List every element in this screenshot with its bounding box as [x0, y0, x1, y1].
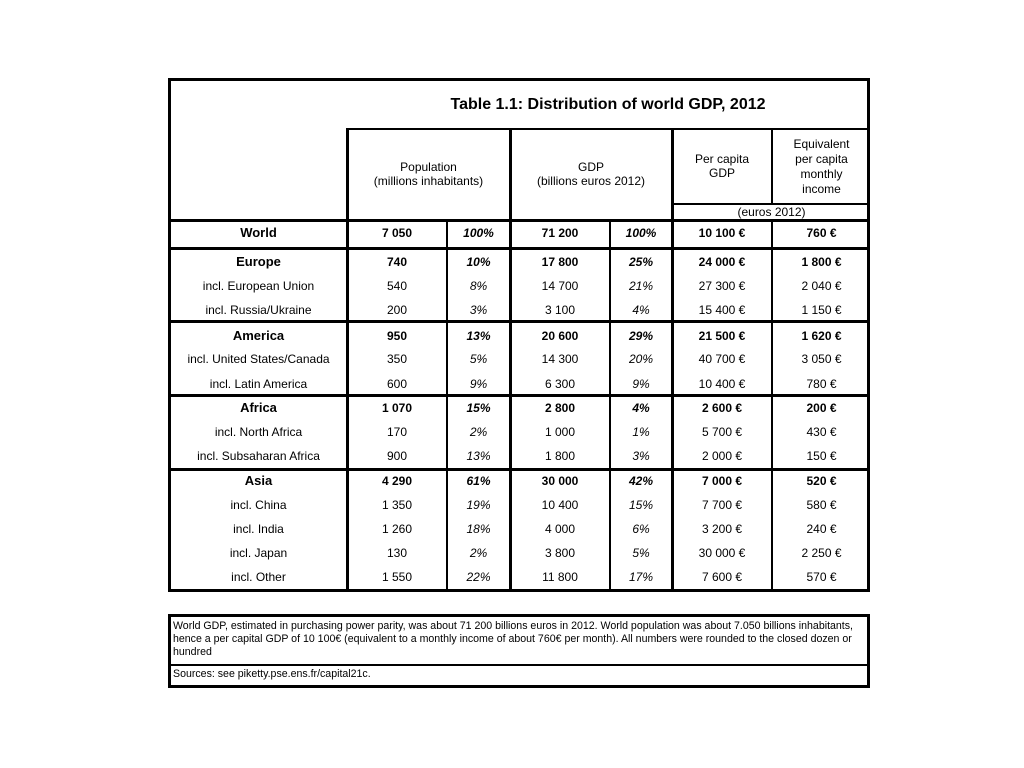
cell-per-capita: 15 400 €: [698, 303, 746, 317]
header-gdp-label: GDP: [577, 160, 604, 174]
cell-monthly: 780 €: [806, 377, 837, 391]
header-gdp-unit: (billions euros 2012): [536, 174, 646, 188]
cell-pop: 200: [386, 303, 408, 317]
cell-label: Europe: [236, 254, 281, 269]
cell-gdp-pct: 6%: [632, 522, 650, 536]
table-note: [168, 614, 870, 688]
cell-gdp-pct: 4%: [632, 303, 650, 317]
cell-pop-pct: 2%: [469, 546, 488, 560]
cell-gdp: 4 000: [544, 522, 576, 536]
cell-label: incl. United States/Canada: [187, 352, 330, 366]
cell-monthly: 580 €: [806, 498, 837, 512]
cell-monthly: 1 800 €: [801, 255, 842, 269]
cell-pop-pct: 3%: [469, 303, 488, 317]
cell-per-capita: 10 400 €: [698, 377, 746, 391]
cell-gdp-pct: 9%: [632, 377, 650, 391]
cell-pop: 7 050: [381, 226, 413, 240]
cell-pop-pct: 2%: [469, 425, 488, 439]
header-per-capita-line1: Per capita: [694, 152, 750, 166]
cell-gdp: 1 800: [544, 449, 576, 463]
header-equivalent-line4: income: [802, 182, 841, 196]
cell-pop-pct: 18%: [466, 522, 491, 536]
cell-gdp: 1 000: [544, 425, 576, 439]
cell-pop-pct: 15%: [466, 401, 491, 415]
cell-per-capita: 27 300 €: [698, 279, 746, 293]
cell-pop: 170: [386, 425, 408, 439]
cell-gdp-pct: 29%: [628, 329, 654, 343]
cell-per-capita: 21 500 €: [698, 329, 746, 343]
cell-monthly: 1 150 €: [801, 303, 842, 317]
cell-pop: 130: [386, 546, 408, 560]
cell-per-capita: 2 600 €: [701, 401, 743, 415]
cell-pop: 1 070: [381, 401, 413, 415]
cell-gdp: 17 800: [541, 255, 579, 269]
header-population-unit: (millions inhabitants): [373, 174, 484, 188]
cell-per-capita: 7 600 €: [701, 570, 743, 584]
table-title: Table 1.1: Distribution of world GDP, 2012: [450, 96, 766, 113]
cell-gdp-pct: 1%: [632, 425, 650, 439]
header-per-capita-line2: GDP: [708, 166, 735, 180]
cell-label: America: [232, 328, 285, 343]
cell-label: Africa: [240, 400, 277, 415]
cell-monthly: 520 €: [806, 474, 837, 488]
cell-gdp-pct: 3%: [632, 449, 650, 463]
cell-per-capita: 30 000 €: [698, 546, 746, 560]
cell-gdp: 30 000: [541, 474, 579, 488]
header-population-label: Population: [400, 160, 457, 174]
cell-pop-pct: 100%: [463, 226, 494, 240]
header-euros-2012: (euros 2012): [737, 205, 806, 219]
cell-monthly: 2 040 €: [801, 279, 842, 293]
cell-pop-pct: 61%: [466, 474, 491, 488]
note-sources: Sources: see piketty.pse.ens.fr/capital21c.: [173, 668, 371, 680]
cell-per-capita: 2 000 €: [701, 449, 743, 463]
cell-label: incl. North Africa: [214, 425, 303, 439]
cell-gdp: 10 400: [541, 498, 579, 512]
cell-pop-pct: 13%: [466, 329, 491, 343]
cell-pop-pct: 13%: [466, 449, 491, 463]
cell-per-capita: 5 700 €: [701, 425, 743, 439]
cell-label: incl. European Union: [202, 279, 315, 293]
cell-pop: 540: [386, 279, 408, 293]
cell-label: incl. India: [233, 522, 284, 536]
cell-gdp-pct: 42%: [628, 474, 654, 488]
rule-under-america: [171, 394, 870, 397]
cell-label: Asia: [244, 473, 273, 488]
cell-gdp: 20 600: [541, 329, 579, 343]
cell-pop-pct: 8%: [469, 279, 488, 293]
cell-gdp-pct: 21%: [628, 279, 654, 293]
cell-gdp: 11 800: [542, 570, 578, 584]
cell-gdp-pct: 17%: [628, 570, 654, 584]
cell-per-capita: 3 200 €: [701, 522, 743, 536]
rule-under-title: [346, 128, 870, 130]
cell-pop: 900: [386, 449, 408, 463]
rule-under-africa: [171, 468, 870, 471]
gdp-table: [168, 78, 870, 592]
cell-label: incl. Japan: [229, 546, 288, 560]
header-equivalent-line2: per capita: [795, 152, 848, 166]
cell-gdp-pct: 15%: [628, 498, 654, 512]
cell-monthly: 150 €: [806, 449, 837, 463]
rule-under-header: [171, 219, 870, 222]
cell-per-capita: 40 700 €: [698, 352, 746, 366]
cell-gdp-pct: 5%: [632, 546, 650, 560]
cell-label: incl. Other: [231, 570, 286, 584]
header-equivalent-line1: Equivalent: [793, 137, 850, 151]
cell-pop: 1 550: [381, 570, 413, 584]
cell-monthly: 430 €: [806, 425, 837, 439]
header-equivalent: [773, 136, 870, 198]
note-text: World GDP, estimated in purchasing power parity, was about 71 200 billions euros in 2012. World population was about 7.050 billions inhabitants, hence a per capital GDP of 10 100€ (equivalent to a monthly income of about 760€ per month). All numbers were rounded to the closed dozen or hundred: [173, 620, 853, 658]
cell-pop: 350: [386, 352, 408, 366]
header-population: [348, 159, 509, 189]
cell-gdp: 3 100: [544, 303, 576, 317]
cell-gdp-pct: 25%: [628, 255, 654, 269]
cell-pop-pct: 19%: [466, 498, 491, 512]
cell-pop: 1 260: [381, 522, 413, 536]
cell-monthly: 1 620 €: [801, 329, 842, 343]
cell-label: World: [240, 225, 277, 240]
cell-pop: 950: [386, 329, 408, 343]
cell-per-capita: 7 000 €: [701, 474, 743, 488]
cell-monthly: 570 €: [806, 570, 837, 584]
header-per-capita: [673, 151, 771, 181]
cell-per-capita: 10 100 €: [698, 226, 746, 240]
cell-pop: 600: [386, 377, 408, 391]
cell-gdp: 3 800: [544, 546, 576, 560]
cell-monthly: 200 €: [806, 401, 837, 415]
header-gdp: [511, 159, 671, 189]
cell-label: incl. Russia/Ukraine: [205, 303, 312, 317]
cell-gdp: 2 800: [544, 401, 576, 415]
cell-monthly: 2 250 €: [801, 546, 842, 560]
cell-per-capita: 24 000 €: [698, 255, 746, 269]
cell-pop-pct: 22%: [466, 570, 491, 584]
cell-pop: 1 350: [381, 498, 413, 512]
cell-gdp-pct: 20%: [628, 352, 654, 366]
cell-pop: 740: [386, 255, 408, 269]
cell-gdp: 71 200: [541, 226, 579, 240]
cell-gdp: 6 300: [544, 377, 576, 391]
cell-label: incl. China: [230, 498, 287, 512]
rule-under-europe: [171, 320, 870, 323]
cell-monthly: 760 €: [806, 226, 837, 240]
cell-label: incl. Subsaharan Africa: [197, 449, 320, 463]
cell-pop: 4 290: [381, 474, 413, 488]
cell-gdp: 14 300: [541, 352, 579, 366]
header-equivalent-line3: monthly: [800, 167, 843, 181]
note-divider: [171, 664, 867, 666]
cell-pop-pct: 5%: [469, 352, 488, 366]
cell-gdp-pct: 100%: [625, 226, 657, 240]
cell-pop-pct: 10%: [466, 255, 491, 269]
cell-gdp-pct: 4%: [632, 401, 650, 415]
rule-under-world: [171, 247, 870, 250]
cell-label: incl. Latin America: [209, 377, 308, 391]
cell-gdp: 14 700: [541, 279, 579, 293]
cell-monthly: 3 050 €: [801, 352, 842, 366]
cell-pop-pct: 9%: [469, 377, 488, 391]
cell-per-capita: 7 700 €: [701, 498, 743, 512]
cell-monthly: 240 €: [806, 522, 837, 536]
